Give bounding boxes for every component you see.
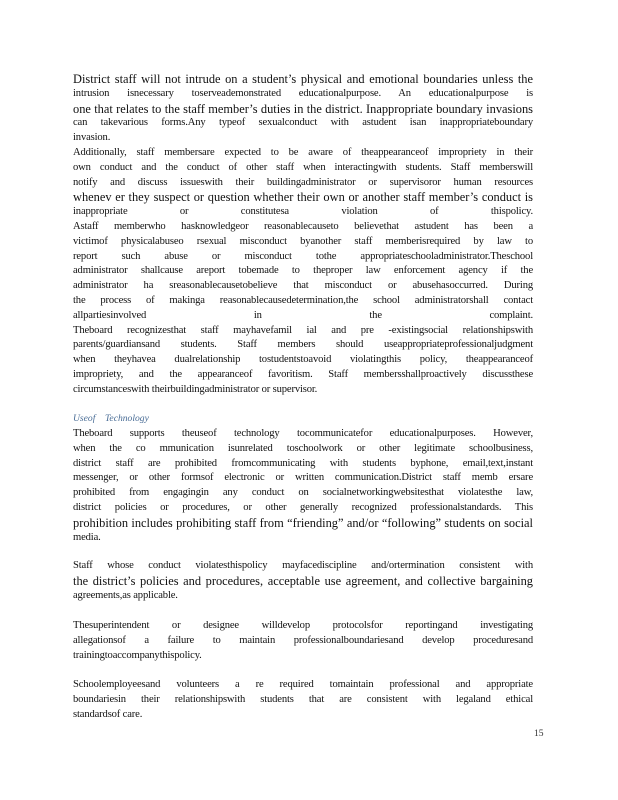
- text-line: prohibited from engagingin any conduct on socialnetworkingwebsitesthat violatesthe law,: [73, 487, 533, 499]
- text-line: intrusion isnecessary toserveademonstrated educationalpurpose. An educationalpurpose is: [73, 87, 533, 99]
- text-line: report such abuse or misconduct tothe appropriateschooladministrator.Theschool: [73, 250, 533, 262]
- section-boundaries: [73, 72, 533, 398]
- text-line: can takevarious forms.Any typeof sexualconduct with astudent isan inappropriateboundary: [73, 117, 533, 129]
- text-line: media.: [73, 531, 101, 543]
- text-line: whenev er they suspect or question whether their own or another staff member’s conduct is: [73, 190, 533, 205]
- section-heading-use-of-technology: Useof Technology: [73, 413, 149, 424]
- text-line: district staff are prohibited fromcommunicating with students byphone, email,text,instant: [73, 457, 533, 469]
- text-line: trainingtoaccompanythispolicy.: [73, 649, 202, 661]
- text-line: impropriety, and the appearanceof favoritism. Staff membersshallproactively discussthese: [73, 368, 533, 380]
- section-technology: [73, 427, 533, 545]
- text-line: Astaff memberwho hasknowledgeor reasonablecauseto believethat astudent has been a: [73, 220, 533, 232]
- text-line: standardsof care.: [73, 708, 143, 720]
- text-line: agreements,as applicable.: [73, 589, 178, 601]
- text-line: notify and discuss issueswith their buildingadministrator or supervisoror human resources: [73, 176, 533, 188]
- text-line: Additionally, staff membersare expected to be aware of theappearanceof impropriety in their: [73, 146, 533, 158]
- text-line: Theboard supports theuseof technology tocommunicatefor educationalpurposes. However,: [73, 428, 533, 439]
- text-line: administrator shallcause areport tobemade to theproper law enforcement agency if the: [73, 265, 533, 277]
- text-line: district policies or procedures, or other generally recognized professionalstandards. This: [73, 501, 533, 513]
- text-line: one that relates to the staff member’s duties in the district. Inappropriate boundary invasions: [73, 101, 533, 116]
- text-line: victimof physicalabuseo rsexual misconduct byanother staff memberisrequired by law to: [73, 235, 533, 247]
- text-line: the process of makinga reasonablecausedetermination,the school administratorshall contact: [73, 294, 533, 306]
- paragraph-employees: [73, 678, 533, 722]
- paragraph-discipline: [73, 559, 533, 603]
- text-line: allegationsof a failure to maintain professionalboundariesand develop proceduresand: [73, 634, 533, 646]
- page-number: 15: [534, 728, 544, 739]
- text-line: the district’s policies and procedures, acceptable use agreement, and collective bargaining: [73, 573, 533, 588]
- text-line: circumstanceswith theirbuildingadministrator or supervisor.: [73, 383, 318, 395]
- text-line: parents/guardiansand students. Staff members should useappropriateprofessionaljudgment: [73, 339, 533, 351]
- paragraph-superintendent: [73, 619, 533, 663]
- text-line: District staff will not intrude on a student’s physical and emotional boundaries unless the: [73, 72, 533, 86]
- text-line: prohibition includes prohibiting staff from “friending” and/or “following” students on social: [73, 515, 533, 530]
- text-line: messenger, or other formsof electronic or written communication.District staff memb ersare: [73, 472, 533, 484]
- text-line: Thesuperintendent or designee willdevelop protocolsfor reportingand investigating: [73, 620, 533, 631]
- text-line: own conduct and the conduct of other staff when interactingwith students. Staff memberswill: [73, 161, 533, 173]
- text-line: allpartiesinvolved in the complaint.: [73, 309, 533, 321]
- text-line: administrator ha sreasonablecausetobelieve that misconduct or abusehasoccurred. During: [73, 280, 533, 292]
- text-line: when the co mmunication isunrelated toschoolwork or other legitimate schoolbusiness,: [73, 442, 533, 454]
- text-line: boundariesin their relationshipswith students that are consistent with legaland ethical: [73, 693, 533, 705]
- text-line: when theyhavea dualrelationship tostudentstoavoid violatingthis policy, theappearanceof: [73, 354, 533, 366]
- text-line: invasion.: [73, 132, 111, 144]
- text-line: Theboard recognizesthat staff mayhavefamil ial and pre -existingsocial relationshipswith: [73, 324, 533, 336]
- text-line: inappropriate or constitutesa violation of thispolicy.: [73, 206, 533, 218]
- text-line: Schoolemployeesand volunteers a re required tomaintain professional and appropriate: [73, 679, 533, 690]
- text-line: Staff whose conduct violatesthispolicy mayfacediscipline and/ortermination consistent with: [73, 560, 533, 571]
